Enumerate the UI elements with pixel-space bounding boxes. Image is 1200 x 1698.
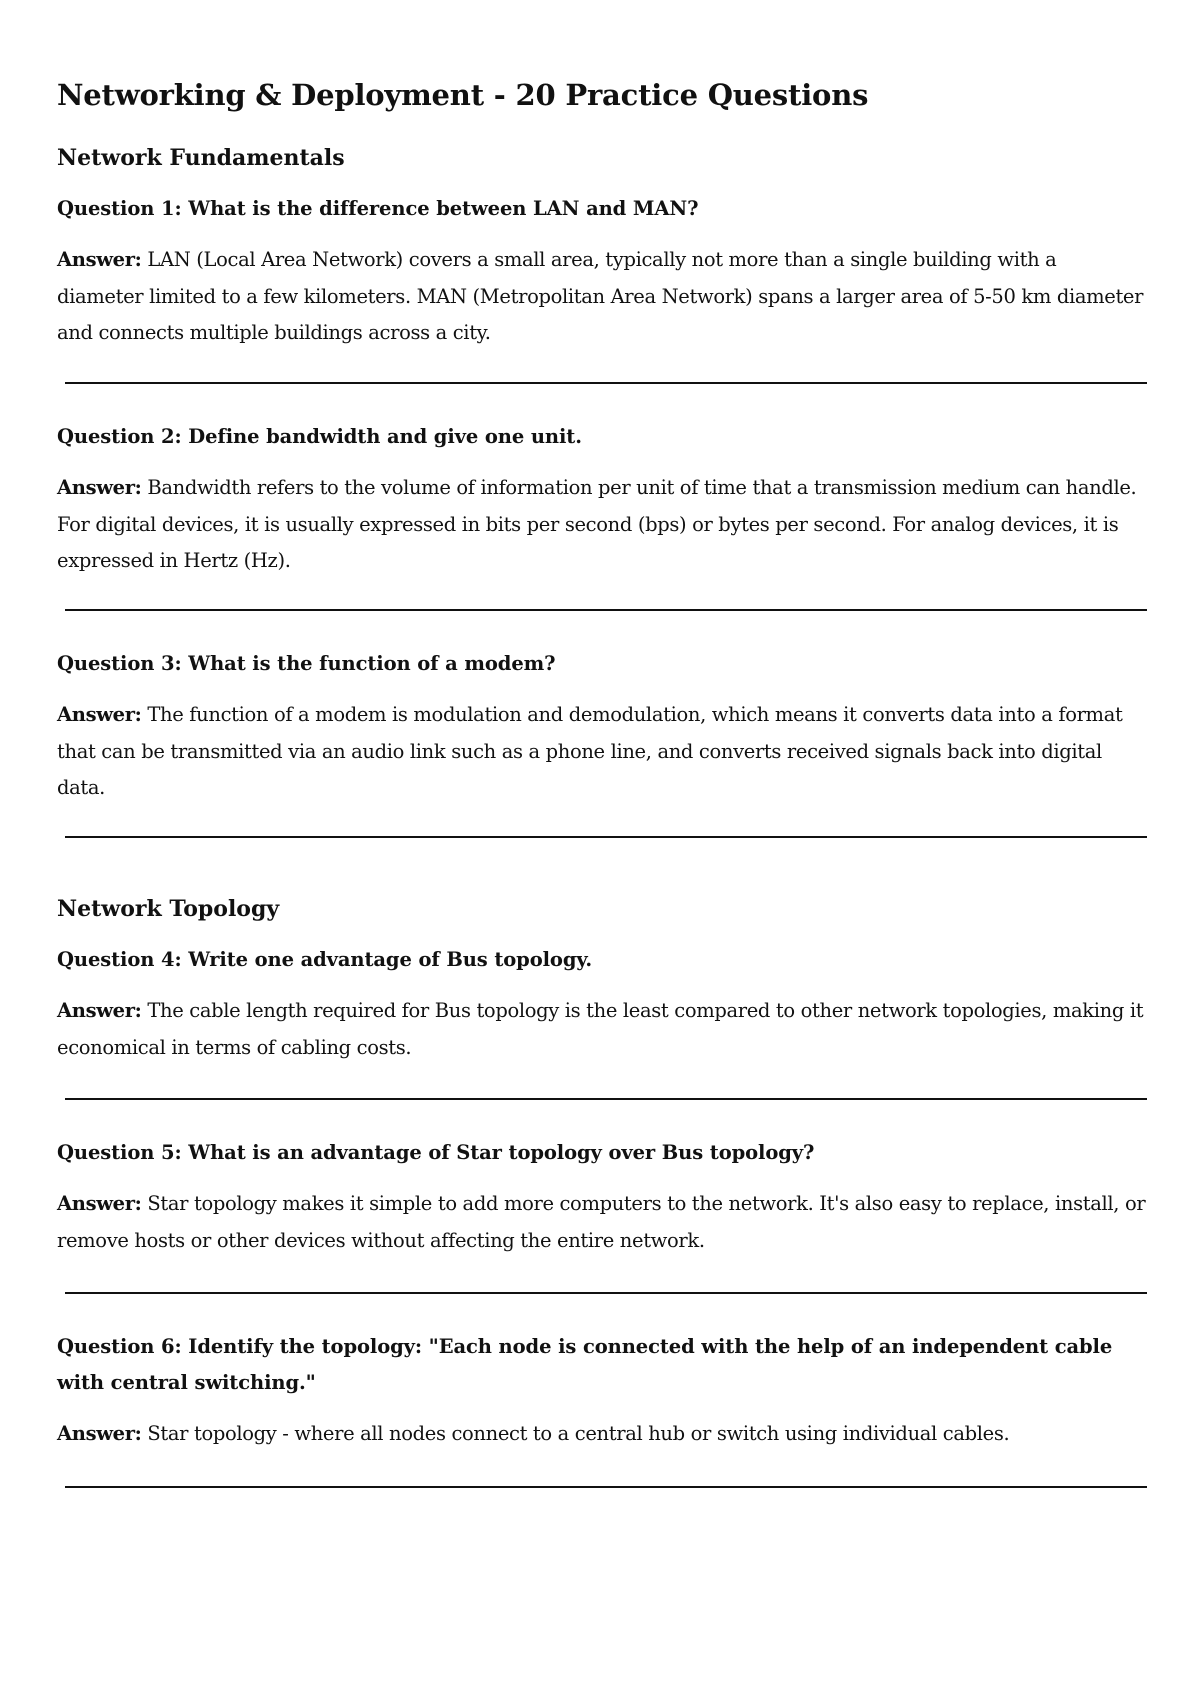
answer-body: The cable length required for Bus topology is the least compared to other network topologies, making it economical in terms of cabling costs.	[57, 999, 1144, 1059]
answer-text	[57, 697, 1147, 807]
qa-item-2	[57, 419, 1147, 580]
answer-text	[57, 242, 1147, 352]
divider-line	[65, 382, 1147, 384]
qa-item-6	[57, 1329, 1147, 1453]
qa-item-4	[57, 942, 1147, 1066]
answer-label: Answer:	[57, 999, 142, 1022]
page-title: Networking & Deployment - 20 Practice Questions	[57, 78, 869, 112]
answer-text	[57, 1186, 1147, 1259]
answer-text	[57, 993, 1147, 1066]
answer-body: LAN (Local Area Network) covers a small area, typically not more than a single building with a diameter limited to a few kilometers. MAN (Metropolitan Area Network) spans a larger area of 5-50 km diameter and connects multiple buildings across a city.	[57, 248, 1144, 344]
divider-line	[65, 836, 1147, 838]
question-text: Question 2: Define bandwidth and give one unit.	[57, 425, 582, 448]
section-heading-network-fundamentals: Network Fundamentals	[57, 145, 345, 171]
qa-item-3	[57, 646, 1147, 807]
answer-body: Bandwidth refers to the volume of information per unit of time that a transmission medium can handle. For digital devices, it is usually expressed in bits per second (bps) or bytes per second. For analog devices, it is expressed in Hertz (Hz).	[57, 476, 1137, 572]
divider-line	[65, 1098, 1147, 1100]
answer-body: Star topology makes it simple to add more computers to the network. It's also easy to replace, install, or remove hosts or other devices without affecting the entire network.	[57, 1192, 1146, 1252]
answer-label: Answer:	[57, 703, 142, 726]
question-text: Question 5: What is an advantage of Star topology over Bus topology?	[57, 1141, 815, 1164]
answer-label: Answer:	[57, 248, 142, 271]
answer-body: The function of a modem is modulation and demodulation, which means it converts data into a format that can be transmitted via an audio link such as a phone line, and converts received signals back into digital data.	[57, 703, 1123, 799]
qa-item-1	[57, 191, 1147, 352]
answer-label: Answer:	[57, 1422, 142, 1445]
question-text: Question 3: What is the function of a modem?	[57, 652, 556, 675]
answer-body: Star topology - where all nodes connect to a central hub or switch using individual cables.	[147, 1422, 1010, 1445]
question-text: Question 4: Write one advantage of Bus topology.	[57, 948, 593, 971]
divider-line	[65, 1486, 1147, 1488]
answer-text	[57, 470, 1147, 580]
divider-line	[65, 609, 1147, 611]
divider-line	[65, 1292, 1147, 1294]
section-heading-network-topology: Network Topology	[57, 896, 280, 922]
question-text: Question 6: Identify the topology: "Each node is connected with the help of an independent cable with central switching."	[57, 1335, 1113, 1394]
qa-item-5	[57, 1135, 1147, 1259]
answer-label: Answer:	[57, 1192, 142, 1215]
question-text: Question 1: What is the difference between LAN and MAN?	[57, 197, 699, 220]
answer-text	[57, 1416, 1147, 1453]
answer-label: Answer:	[57, 476, 142, 499]
